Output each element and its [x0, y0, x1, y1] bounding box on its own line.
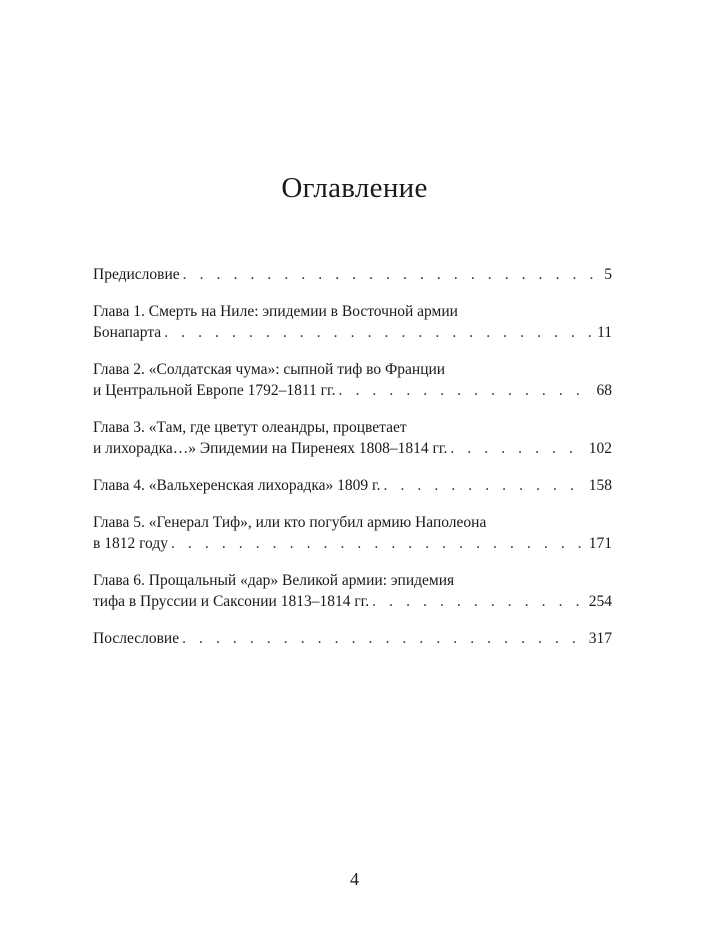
toc-page-number: 171 [588, 535, 612, 552]
dot-leader [183, 264, 602, 285]
toc-entry-title: тифа в Пруссии и Саксонии 1813–1814 гг. [93, 593, 370, 610]
toc-entry-chapter-4 [93, 475, 612, 496]
toc-entry-chapter-1 [93, 301, 612, 343]
toc-entry-title: Послесловие [93, 630, 180, 647]
dot-leader [182, 628, 586, 649]
toc-entry-title-line: Глава 5. «Генерал Тиф», или кто погубил армию Наполеона [93, 514, 487, 531]
toc-entry-title: и лихорадка…» Эпидемии на Пиренеях 1808–1814 гг. [93, 440, 448, 457]
toc-page-number: 317 [588, 630, 612, 647]
toc-page-number: 254 [588, 593, 612, 610]
dot-leader [450, 438, 585, 459]
toc-entry-title-line: Глава 1. Смерть на Ниле: эпидемии в Восточной армии [93, 303, 458, 320]
dot-leader [372, 591, 586, 612]
toc-entry-title-line: Глава 2. «Солдатская чума»: сыпной тиф во Франции [93, 361, 446, 378]
toc-entry-preface [93, 264, 612, 285]
toc-page-number: 158 [588, 477, 612, 494]
toc-page-number: 102 [588, 440, 612, 457]
toc-page-number: 11 [597, 324, 612, 341]
toc-entry-title: Предисловие [93, 266, 180, 283]
dot-leader [384, 475, 586, 496]
toc-entry-title: и Центральной Европе 1792–1811 гг. [93, 382, 336, 399]
page-number-footer: 4 [350, 869, 359, 889]
toc-entry-chapter-2 [93, 359, 612, 401]
dot-leader [164, 322, 594, 343]
dot-leader [339, 380, 594, 401]
toc-entry-title: в 1812 году [93, 535, 168, 552]
toc-entry-title-line: Глава 3. «Там, где цветут олеандры, процветает [93, 419, 407, 436]
toc-entry-chapter-3 [93, 417, 612, 459]
toc-page-number: 68 [596, 382, 612, 399]
toc-entry-title: Глава 4. «Вальхеренская лихорадка» 1809 г. [93, 477, 381, 494]
toc-page-number: 5 [604, 266, 612, 283]
toc-entry-title: Бонапарта [93, 324, 162, 341]
toc-entry-title-line: Глава 6. Прощальный «дар» Великой армии: эпидемия [93, 572, 455, 589]
dot-leader [171, 533, 586, 554]
toc-entry-afterword [93, 628, 612, 649]
toc-entry-chapter-6 [93, 570, 612, 612]
toc-entry-chapter-5 [93, 512, 612, 554]
page-title: Оглавление [281, 172, 428, 204]
table-of-contents [93, 264, 612, 665]
